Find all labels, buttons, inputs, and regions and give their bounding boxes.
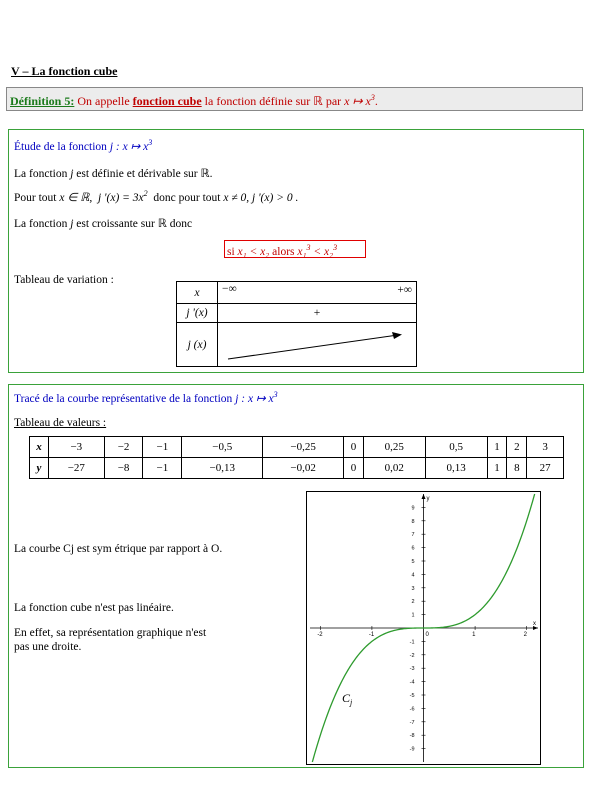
y-value-cell: 27 [527,458,564,479]
definition-text: la fonction définie sur [204,94,311,108]
y-value-cell: 1 [487,458,507,479]
y-tick-label: 9 [411,505,415,512]
y-tick-label: -1 [409,639,415,646]
y-tick-label: -4 [409,679,415,686]
x-axis-name: x [533,621,536,627]
y-value-cell: −8 [104,458,143,479]
definition-keyword: fonction cube [132,94,202,108]
study-line-1: La fonction j est définie et dérivable sur ℝ. [14,168,213,180]
x-tick-label: -1 [368,632,375,638]
variation-label: Tableau de variation : [14,274,114,286]
y-tick-label: 8 [411,518,415,525]
x-value-cell: 3 [527,437,564,458]
study-heading: Étude de la fonction j : x ↦ $x^3$ [14,138,153,153]
table-row [30,437,564,458]
y-value-cell: −0,13 [182,458,263,479]
x-value-cell: −1 [143,437,182,458]
y-tick-label: 6 [411,545,415,552]
definition-box [6,87,583,111]
y-tick-label: -3 [409,666,415,673]
x-value-cell: 2 [507,437,527,458]
table-row [30,458,564,479]
x-tick-label: 2 [523,632,528,638]
curve-label: $C_j$ [342,691,353,707]
study-line-3: La fonction j est croissante sur ℝ donc [14,218,193,230]
x-tick-label: 0 [425,632,429,638]
x-tick-label: 1 [472,632,476,638]
var-func-header: j (x) [177,323,218,367]
y-value-cell: −0,02 [263,458,344,479]
y-tick-label: 7 [411,532,415,539]
x-value-cell: 0 [344,437,364,458]
var-x-range: −∞ +∞ [218,282,417,304]
values-label: Tableau de valeurs : [14,417,107,429]
definition-set: ℝ [313,94,323,108]
boxed-implication: si x₁ < x₂ alors x₁$^3$ < x₂$^3$ [224,240,366,258]
y-tick-label: -7 [409,719,415,726]
cube-function-plot [306,491,541,765]
definition-text: On appelle [77,94,130,108]
x-header: x [30,437,49,458]
y-tick-label: -5 [409,693,415,699]
x-value-cell: 0,25 [363,437,425,458]
var-deriv-header: j '(x) [177,304,218,323]
y-value-cell: −27 [49,458,105,479]
values-table [29,436,564,479]
y-value-cell: −1 [143,458,182,479]
linearity-note: La fonction cube n'est pas linéaire. [14,602,174,614]
var-func-arrow [218,323,417,367]
increasing-arrow-icon [218,323,416,367]
definition-formula: x ↦ $x^3$ [344,93,375,108]
var-deriv-sign: + [218,304,417,323]
definition-end: . [374,94,378,108]
study-line-2: Pour tout x ∈ ℝ, j '$(x) = 3x^2$ donc pour tout x ≠ 0, j '(x) > 0 . [14,189,299,204]
y-axis-name: y [426,496,430,502]
y-value-cell: 0 [344,458,364,479]
y-tick-label: -9 [409,746,415,753]
y-tick-label: 5 [411,559,415,565]
section-title: V – La fonction cube [11,64,118,78]
y-tick-label: 3 [411,585,415,592]
x-value-cell: −0,5 [182,437,263,458]
x-tick-label: -2 [317,632,323,638]
y-tick-label: 1 [411,612,415,619]
y-tick-label: 2 [411,599,415,606]
y-header: y [30,458,49,479]
symmetry-note: La courbe Cj est sym étrique par rapport à O. [14,543,223,555]
x-value-cell: 1 [487,437,507,458]
y-value-cell: 0,13 [425,458,487,479]
y-tick-label: -6 [409,706,415,713]
explanation-line-1: En effet, sa représentation graphique n'est [14,627,207,639]
y-value-cell: 8 [507,458,527,479]
x-value-cell: −2 [104,437,143,458]
var-x-header: x [177,282,218,304]
y-value-cell: 0,02 [363,458,425,479]
x-value-cell: −3 [49,437,105,458]
x-value-cell: 0,5 [425,437,487,458]
curve-heading: Tracé de la courbe représentative de la fonction j : x ↦ $x^3$ [14,390,278,405]
x-value-cell: −0,25 [263,437,344,458]
explanation-line-2: pas une droite. [14,641,82,653]
y-tick-label: 4 [411,572,415,579]
definition-label: Définition 5: [10,94,75,108]
definition-text: par [325,94,342,108]
y-tick-label: -2 [409,652,415,659]
y-tick-label: -8 [409,733,415,740]
variation-table [176,281,417,367]
